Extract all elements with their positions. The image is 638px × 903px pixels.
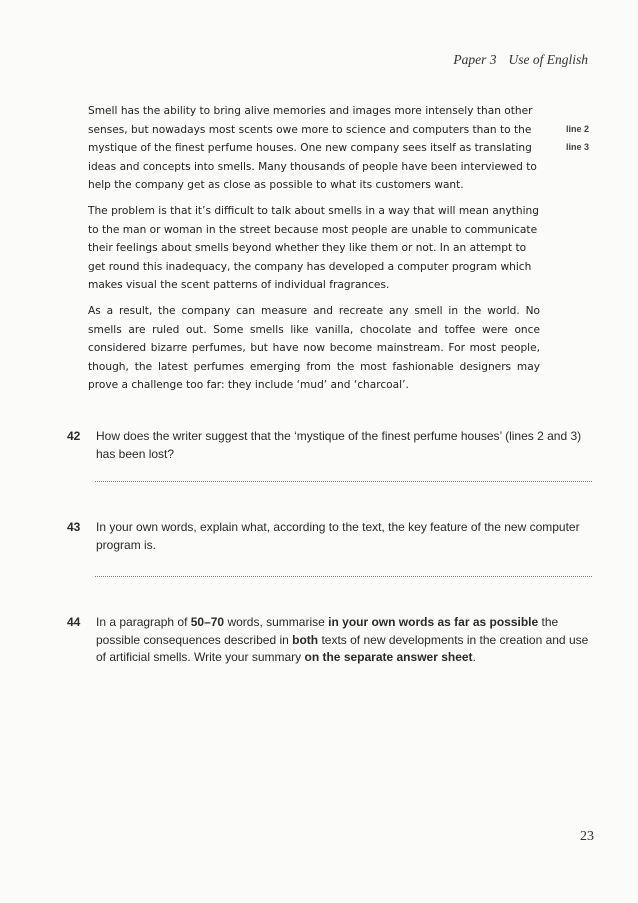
passage-paragraph-2: The problem is that it’s difficult to talk about smells in a way that will mean anything to the man or woman in the street because most people are unable to communicate their feelings about smells beyond whether they like them or not. In an attempt to get round this inadequacy, the company has developed a computer program which makes visual the scent patterns of individual fragrances. (88, 204, 539, 292)
question-number: 43 (67, 520, 81, 534)
question-44 (67, 614, 597, 667)
question-text: In a paragraph of 50–70 words, summarise in your own words as far as possible the possible consequences described in both texts of new developments in the creation and use of artificial smells. Write your summary on the separate answer sheet. (96, 615, 589, 664)
question-42 (67, 428, 597, 463)
question-number: 42 (67, 429, 81, 443)
page-number: 23 (580, 829, 594, 844)
answer-line-43[interactable] (95, 576, 592, 577)
question-text: In your own words, explain what, according to the text, the key feature of the new computer program is. (96, 520, 580, 552)
question-text: How does the writer suggest that the ‘mystique of the finest perfume houses’ (lines 2 and 3) has been lost? (96, 429, 582, 461)
question-number: 44 (67, 615, 81, 629)
line-3-marker: line 3 (566, 142, 590, 152)
reading-passage (88, 102, 540, 402)
answer-line-42[interactable] (95, 481, 592, 482)
passage-paragraph-3: As a result, the company can measure and recreate any smell in the world. No smells are ruled out. Some smells like vanilla, chocolate and toffee were once considered bizarre perfumes, but have now become mainstream. For most people, though, the latest perfumes emerging from the most fashionable designers may prove a challenge too far: they include ‘mud’ and ‘charcoal’. (88, 304, 540, 392)
paper-label: Paper 3 (453, 52, 497, 67)
section-label: Use of English (508, 52, 588, 67)
question-43 (67, 519, 597, 554)
running-header (453, 52, 588, 68)
passage-paragraph-1: Smell has the ability to bring alive memories and images more intensely than other senses, but nowadays most scents owe more to science and computers than to the mystique of the finest perfume houses. One new company sees itself as translating ideas and concepts into smells. Many thousands of people have been interviewed to help the company get as close as possible to what its customers want. (88, 105, 537, 192)
line-2-marker: line 2 (566, 124, 590, 134)
